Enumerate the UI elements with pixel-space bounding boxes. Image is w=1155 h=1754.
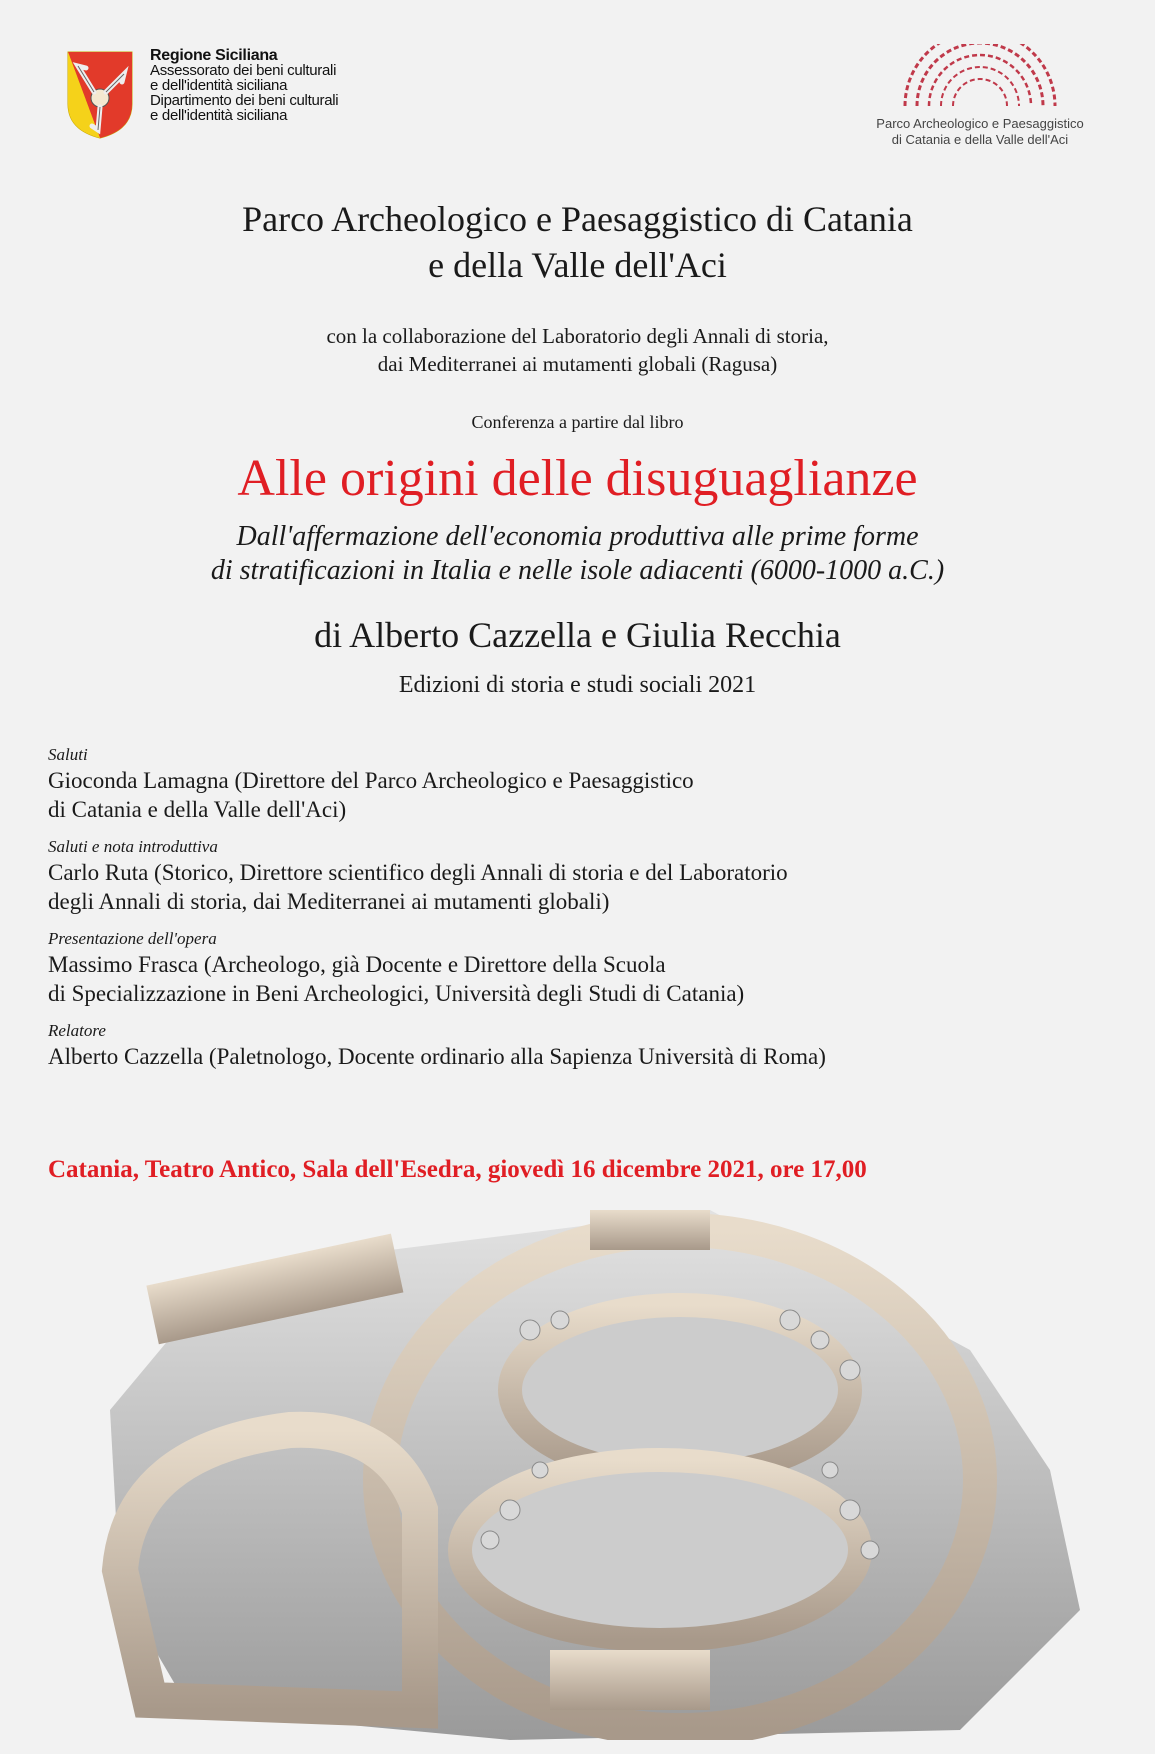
conference-intro: Conferenza a partire dal libro — [471, 412, 684, 432]
program-person: degli Annali di storia, dai Mediterranei ai mutamenti globali) — [48, 889, 610, 914]
program-item — [48, 744, 1128, 824]
program-item — [48, 836, 1128, 916]
program-person: di Catania e della Valle dell'Aci) — [48, 797, 347, 822]
program-role: Saluti — [48, 745, 88, 764]
event-venue-date: Catania, Teatro Antico, Sala dell'Esedra, giovedì 16 dicembre 2021, ore 17,00 — [48, 1156, 867, 1183]
collab-line: con la collaborazione del Laboratorio degli Annali di storia, — [326, 324, 829, 348]
logo-right-line: di Catania e della Valle dell'Aci — [891, 132, 1069, 147]
trinacria-shield-icon — [64, 48, 136, 140]
megalithic-temple-image — [90, 1210, 1090, 1740]
logo-left-line: e dell'identità siciliana — [150, 77, 288, 94]
book-subtitle — [0, 520, 1155, 588]
logo-left-line: e dell'identità siciliana — [150, 107, 288, 124]
subtitle-line: Dall'affermazione dell'economia produttiva alle prime forme — [236, 521, 919, 552]
logo-right-line: Parco Archeologico e Paesaggistico — [876, 116, 1084, 131]
logo-left-line: Dipartimento dei beni culturali — [150, 92, 339, 109]
organizer-heading — [0, 196, 1155, 288]
program-role: Relatore — [48, 1021, 106, 1040]
program-item — [48, 928, 1128, 1008]
program-person: di Specializzazione in Beni Archeologici, Università degli Studi di Catania) — [48, 981, 745, 1006]
program-person: Alberto Cazzella (Paletnologo, Docente ordinario alla Sapienza Università di Roma) — [48, 1044, 826, 1069]
organizer-line: e della Valle dell'Aci — [428, 245, 727, 285]
logo-left-line: Regione Siciliana — [150, 47, 278, 64]
program-person: Massimo Frasca (Archeologo, già Docente e Direttore della Scuola — [48, 952, 666, 977]
book-title: Alle origini delle disuguaglianze — [237, 450, 918, 507]
theatre-seating-icon — [895, 44, 1065, 110]
program-list — [48, 744, 1128, 1083]
parco-archeologico-logo — [840, 44, 1120, 148]
book-authors: di Alberto Cazzella e Giulia Recchia — [314, 615, 841, 655]
collab-line: dai Mediterranei ai mutamenti globali (Ragusa) — [377, 352, 778, 376]
subtitle-line: di stratificazioni in Italia e nelle isole adiacenti (6000-1000 a.C.) — [210, 555, 945, 586]
program-person: Gioconda Lamagna (Direttore del Parco Archeologico e Paesaggistico — [48, 768, 694, 793]
logo-left-line: Assessorato dei beni culturali — [150, 62, 337, 79]
program-person: Carlo Ruta (Storico, Direttore scientifico degli Annali di storia e del Laboratorio — [48, 860, 788, 885]
regione-siciliana-logo — [64, 48, 338, 140]
collaboration-note — [0, 322, 1155, 378]
program-item — [48, 1020, 1128, 1071]
organizer-line: Parco Archeologico e Paesaggistico di Catania — [242, 199, 913, 239]
book-edition: Edizioni di storia e studi sociali 2021 — [398, 672, 757, 698]
program-role: Presentazione dell'opera — [48, 929, 217, 948]
program-role: Saluti e nota introduttiva — [48, 837, 218, 856]
